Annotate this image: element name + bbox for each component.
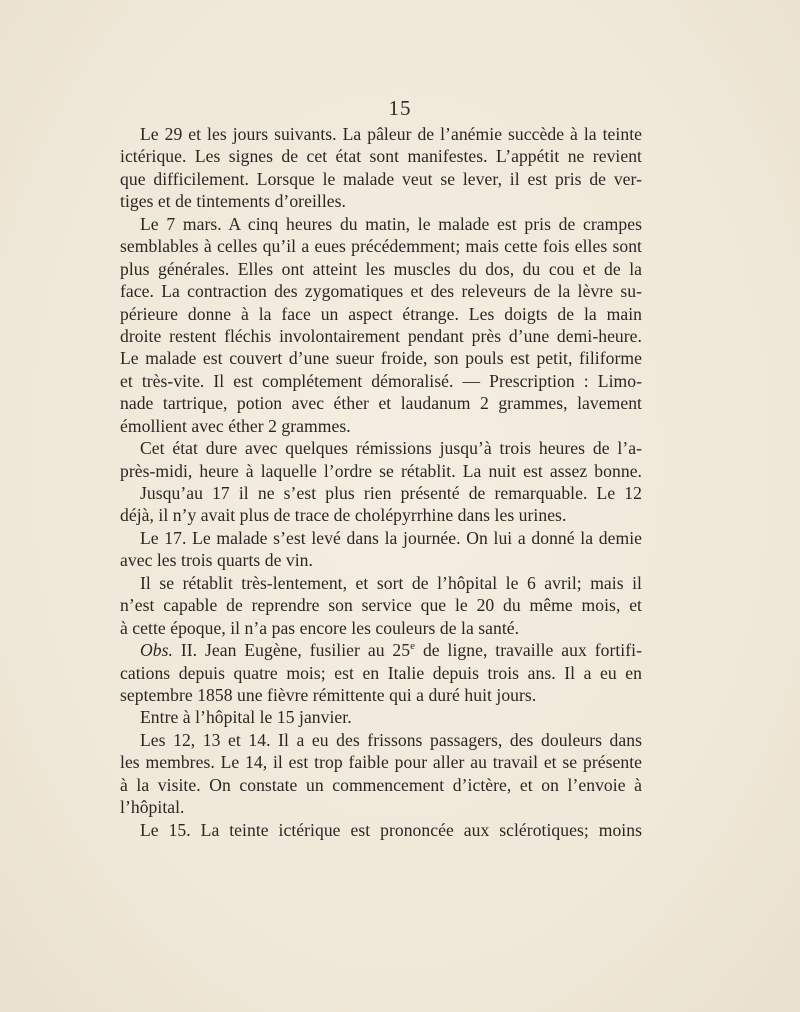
text-line: Obs. II. Jean Eugène, fusilier au 25e de ligne, travaille aux fortifi- <box>140 640 642 661</box>
text-line: tiges et de tintements d’oreilles. <box>120 191 346 212</box>
text-line: Le 29 et les jours suivants. La pâleur de l’anémie succède à la teinte <box>140 124 642 144</box>
text-line: Les 12, 13 et 14. Il a eu des frissons passagers, des douleurs dans <box>140 729 642 750</box>
text-line: septembre 1858 une fièvre rémittente qui a duré huit jours. <box>120 684 537 705</box>
text-line: Le 7 mars. A cinq heures du matin, le malade est pris de crampes <box>140 213 642 234</box>
text-line: et très-vite. Il est complétement démoralisé. — Prescription : Limo- <box>120 370 642 391</box>
text-line: Entre à l’hôpital le 15 janvier. <box>140 707 352 728</box>
text-line: ictérique. Les signes de cet état sont manifestes. L’appétit ne revient <box>120 146 642 167</box>
page-number: 15 <box>388 96 412 120</box>
text-line: nade tartrique, potion avec éther et laudanum 2 grammes, lavement <box>120 393 642 414</box>
text-line: déjà, il n’y avait plus de trace de cholépyrrhine dans les urines. <box>120 505 567 526</box>
text-line: les membres. Le 14, il est trop faible pour aller au travail et se présente <box>120 752 642 773</box>
text-line: face. La contraction des zygomatiques et des releveurs de la lèvre su- <box>120 281 642 302</box>
text-line: que difficilement. Lorsque le malade veut se lever, il est pris de ver- <box>120 168 642 189</box>
text-line: cations depuis quatre mois; est en Italie depuis trois ans. Il a eu en <box>120 662 642 683</box>
text-line: près-midi, heure à laquelle l’ordre se rétablit. La nuit est assez bonne. <box>120 460 642 481</box>
text-line: Jusqu’au 17 il ne s’est plus rien présenté de remarquable. Le 12 <box>140 483 642 503</box>
text-line: plus générales. Elles ont atteint les muscles du dos, du cou et de la <box>120 258 642 279</box>
text-line: avec les trois quarts de vin. <box>120 550 313 571</box>
text-line: n’est capable de reprendre son service que le 20 du même mois, et <box>120 595 642 616</box>
text-line: à cette époque, il n’a pas encore les couleurs de la santé. <box>120 617 520 638</box>
text-line: Cet état dure avec quelques rémissions jusqu’à trois heures de l’a- <box>140 438 642 459</box>
text-line: émollient avec éther 2 grammes. <box>120 415 351 436</box>
text-line: à la visite. On constate un commencement d’ictère, et on l’envoie à <box>120 774 642 795</box>
text-line: Le malade est couvert d’une sueur froide, son pouls est petit, filiforme <box>120 348 642 369</box>
body-text <box>120 123 642 841</box>
text-line: Le 15. La teinte ictérique est prononcée aux sclérotiques; moins <box>140 819 642 840</box>
text-line: Il se rétablit très-lentement, et sort de l’hôpital le 6 avril; mais il <box>140 572 642 593</box>
text-line: périeure donne à la face un aspect étrange. Les doigts de la main <box>120 303 642 324</box>
text-line: droite restent fléchis involontairement pendant près d’une demi-heure. <box>120 325 642 346</box>
text-line: Le 17. Le malade s’est levé dans la journée. On lui a donné la demie <box>140 527 642 548</box>
text-line: l’hôpital. <box>120 797 185 818</box>
text-line: semblables à celles qu’il a eues précédemment; mais cette fois elles sont <box>120 236 642 257</box>
